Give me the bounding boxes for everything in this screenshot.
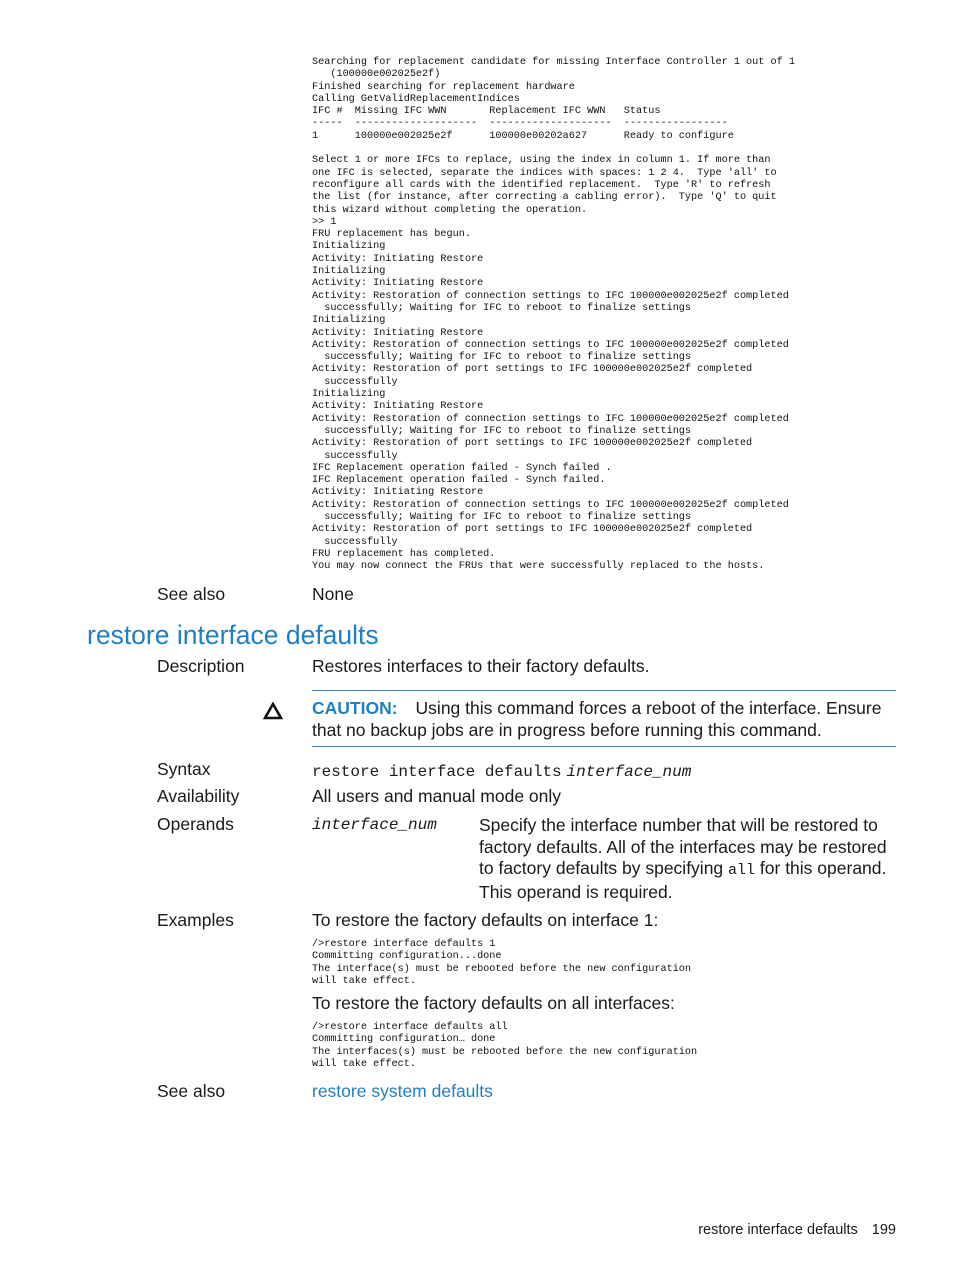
examples-label: Examples (157, 910, 234, 930)
operand-code: all (728, 862, 756, 879)
section-title: restore interface defaults (87, 620, 379, 650)
operand-description (479, 815, 899, 903)
operands-label: Operands (157, 814, 234, 834)
footer-title: restore interface defaults (698, 1222, 858, 1238)
availability-value: All users and manual mode only (312, 786, 562, 806)
syntax-argument: interface_num (566, 763, 692, 781)
page-footer (698, 1222, 896, 1238)
see-also-value: None (312, 584, 354, 604)
syntax-value (312, 760, 691, 781)
description-label: Description (157, 656, 245, 676)
availability-label: Availability (157, 786, 240, 806)
page-number: 199 (871, 1222, 896, 1238)
operand-desc-text-end: for this operand. This operand is required. (479, 858, 887, 902)
command-output-listing: Searching for replacement candidate for missing Interface Controller 1 out of 1 (100000e002025e2f) Finished searching for replacement hardware Calling GetValidReplacementIndices IFC # Missing IFC WWN Replacement IFC WWN Status ----- -------------------- -------------------- ----------------- 1 100000e002025e2f 100000e00202a627 Ready to configure Select 1 or more IFCs to replace, using the index in column 1. If more than one IFC is selected, separate the indices with spaces: 1 2 4. Type 'all' to reconfigure all cards with the identified replacement. Type 'R' to refresh the list (for instance, after correcting a cabling error). Type 'Q' to quit this wizard without completing the operation. >> 1 FRU replacement has begun. Initializing Activity: Initiating Restore Initializing Activity: Initiating Restore Activity: Restoration of connection settings to IFC 100000e002025e2f completed successfully; Waiting for IFC to reboot to finalize settings Initializing Activity: Initiating Restore Activity: Restoration of connection settings to IFC 100000e002025e2f completed successfully; Waiting for IFC to reboot to finalize settings Activity: Restoration of port settings to IFC 100000e002025e2f completed successfully Initializing Activity: Initiating Restore Activity: Restoration of connection settings to IFC 100000e002025e2f completed successfully; Waiting for IFC to reboot to finalize settings Activity: Restoration of port settings to IFC 100000e002025e2f completed successfully IFC Replacement operation failed - Synch failed . IFC Replacement operation failed - Synch failed. Activity: Initiating Restore Activity: Restoration of connection settings to IFC 100000e002025e2f completed successfully; Waiting for IFC to reboot to finalize settings Activity: Restoration of port settings to IFC 100000e002025e2f completed successfully FRU replacement has completed. You may now connect the FRUs that were successfully replaced to the hosts. (312, 57, 795, 573)
example-intro-1: To restore the factory defaults on interface 1: (312, 910, 659, 930)
description-text: Restores interfaces to their factory defaults. (312, 656, 650, 676)
see-also-label: See also (157, 584, 226, 604)
see-also-label-2: See also (157, 1081, 226, 1101)
operand-name: interface_num (312, 816, 437, 834)
example-code-2: />restore interface defaults all Committing configuration… done The interfaces(s) must be rebooted before the new configuration will take effect. (312, 1022, 698, 1070)
operand-desc-text: Specify the interface number that will be restored to factory defaults. All of the interfaces may be restored to factory defaults by specifying (479, 815, 887, 878)
caution-notice (312, 690, 896, 747)
syntax-label: Syntax (157, 759, 211, 779)
syntax-command: restore interface defaults (312, 763, 562, 781)
caution-label: CAUTION: (312, 698, 398, 718)
caution-triangle-icon (263, 702, 283, 720)
example-intro-2: To restore the factory defaults on all interfaces: (312, 993, 675, 1013)
caution-text: Using this command forces a reboot of the interface. Ensure that no backup jobs are in progress before running this command. (312, 698, 882, 740)
example-code-1: />restore interface defaults 1 Committing configuration...done The interface(s) must be rebooted before the new configuration will take effect. (312, 939, 692, 987)
see-also-link[interactable]: restore system defaults (312, 1081, 493, 1101)
